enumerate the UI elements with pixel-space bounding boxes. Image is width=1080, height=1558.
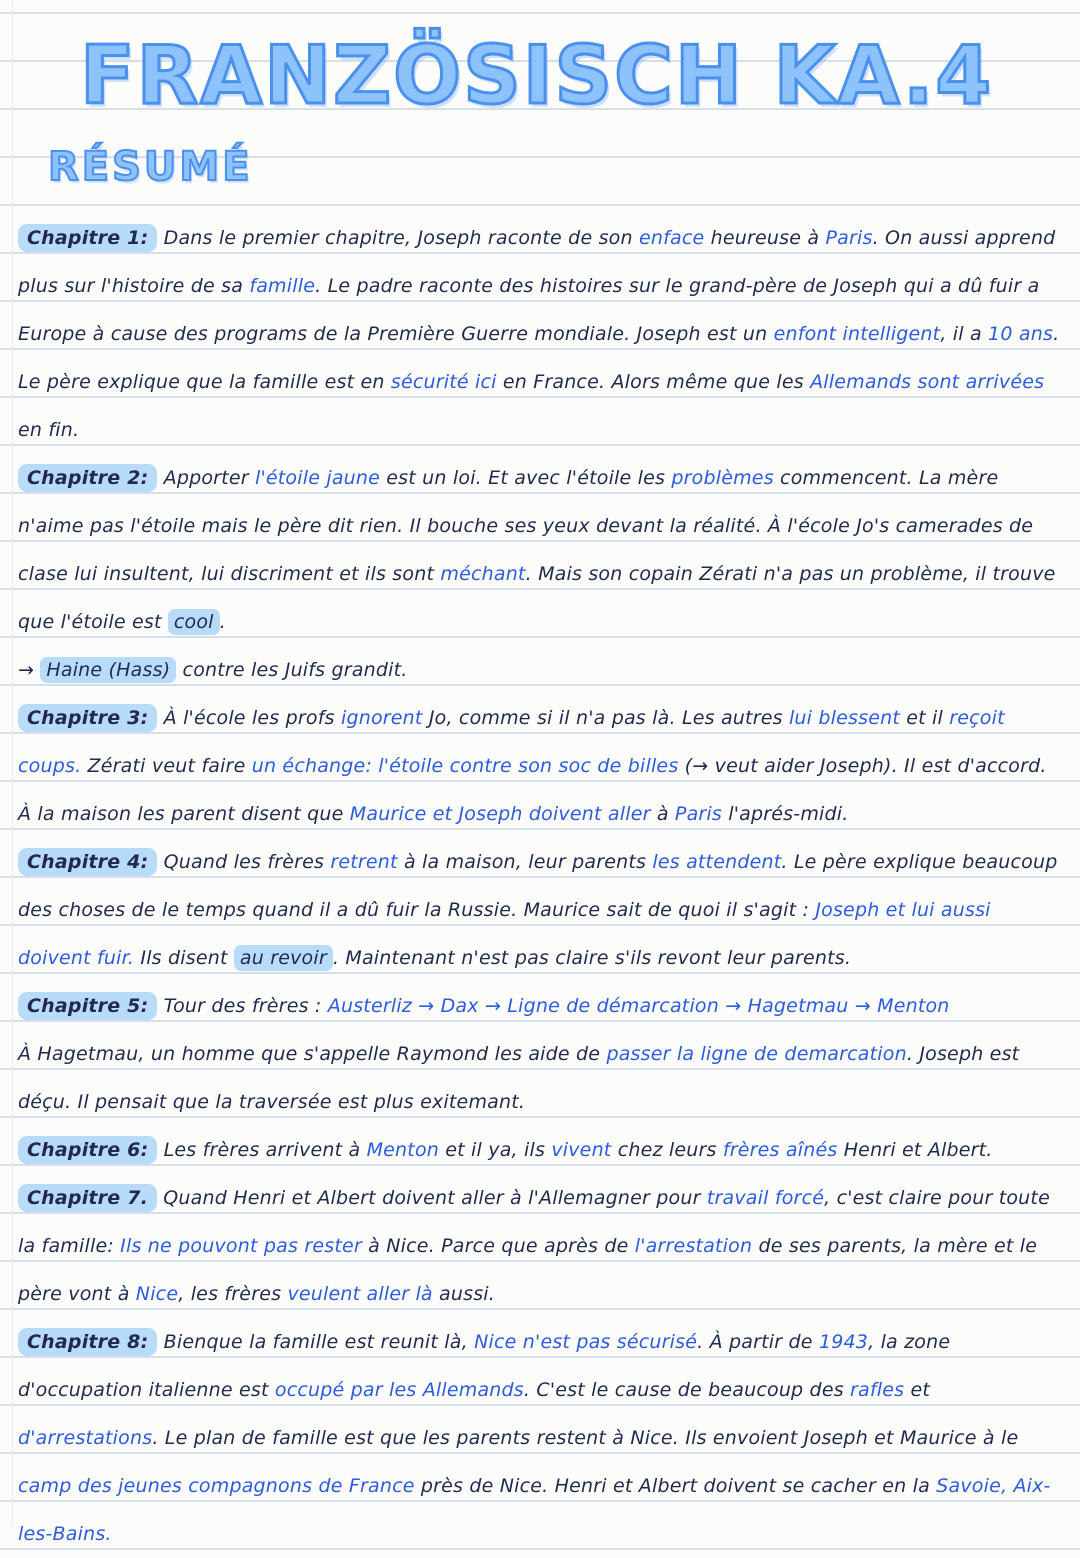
text-segment: heureuse à bbox=[704, 227, 826, 249]
text-segment: aussi. bbox=[432, 1283, 496, 1305]
text-segment: , il a bbox=[940, 323, 989, 345]
text-segment: Tour des frères : bbox=[157, 995, 328, 1017]
text-segment: . C'est le cause de beaucoup des bbox=[523, 1379, 851, 1401]
text-segment: Ils ne pouvont pas rester bbox=[120, 1235, 362, 1257]
highlighted-text: au revoir bbox=[234, 945, 333, 971]
page-subtitle: RÉSUMÉ bbox=[48, 144, 253, 190]
text-segment: d'arrestations bbox=[18, 1427, 153, 1449]
text-segment: les attendent bbox=[652, 851, 782, 873]
text-segment: Dans le premier chapitre, Joseph raconte de son bbox=[157, 227, 639, 249]
text-segment: → bbox=[18, 659, 41, 681]
text-segment: 1943 bbox=[818, 1331, 869, 1353]
text-segment: en fin. bbox=[18, 419, 80, 441]
text-segment: ignorent bbox=[340, 707, 423, 729]
text-segment: méchant bbox=[440, 563, 526, 585]
text-segment: Ils disent bbox=[134, 947, 234, 969]
text-segment: l'étoile jaune bbox=[254, 467, 381, 489]
chapter-1 bbox=[18, 214, 1060, 454]
text-segment: un échange: l'étoile contre son soc de billes bbox=[251, 755, 679, 777]
text-segment: À Hagetmau, un homme que s'appelle Raymond les aide de bbox=[18, 1043, 607, 1065]
text-segment: près de Nice. Henri et Albert doivent se cacher en la bbox=[414, 1475, 937, 1497]
chapter-label: Chapitre 4: bbox=[18, 848, 157, 876]
chapter-label: Chapitre 8: bbox=[18, 1328, 157, 1356]
text-segment: camp des jeunes compagnons de France bbox=[18, 1475, 415, 1497]
chapter-label: Chapitre 7. bbox=[18, 1184, 157, 1212]
text-segment: Paris bbox=[825, 227, 873, 249]
chapter-7 bbox=[18, 1174, 1060, 1318]
chapter-3 bbox=[18, 694, 1060, 838]
highlighted-text: Haine (Hass) bbox=[40, 657, 176, 683]
text-segment: occupé par les Allemands bbox=[274, 1379, 524, 1401]
text-segment: Nice n'est pas sécurisé bbox=[474, 1331, 698, 1353]
chapter-label: Chapitre 3: bbox=[18, 704, 157, 732]
chapter-4 bbox=[18, 838, 1060, 982]
text-segment: 10 ans bbox=[988, 323, 1054, 345]
text-segment: . On aussi apprend plus sur l'histoire de sa bbox=[18, 227, 1056, 297]
text-segment: et il ya, ils bbox=[439, 1139, 552, 1161]
text-segment: contre les Juifs grandit. bbox=[176, 659, 408, 681]
text-segment: Bienque la famille est reunit là, bbox=[157, 1331, 475, 1353]
text-segment: retrent bbox=[330, 851, 398, 873]
text-segment: à la maison, leur parents bbox=[397, 851, 653, 873]
chapter-label: Chapitre 1: bbox=[18, 224, 157, 252]
text-segment: Nice bbox=[135, 1283, 179, 1305]
chapter-label: Chapitre 2: bbox=[18, 464, 157, 492]
text-segment: . Le père explique que la famille est en bbox=[18, 323, 1060, 393]
text-segment: enface bbox=[638, 227, 705, 249]
text-segment: . bbox=[219, 611, 226, 633]
text-segment: Maurice et Joseph doivent aller bbox=[349, 803, 651, 825]
text-segment: (→ veut aider Joseph). Il est d'accord. À la maison les parent disent que bbox=[18, 755, 1047, 825]
text-segment: l'arrestation bbox=[634, 1235, 753, 1257]
text-segment: est un loi. Et avec l'étoile les bbox=[380, 467, 672, 489]
text-segment: commencent. La mère n'aime pas l'étoile mais le père dit rien. Il bouche ses yeux devant la réalité. À l'école Jo's camerades de clase lui insultent, lui discriment et ils sont bbox=[18, 467, 1034, 585]
text-segment: sécurité ici bbox=[390, 371, 497, 393]
text-segment: À l'école les profs bbox=[157, 707, 341, 729]
chapter-6 bbox=[18, 1126, 1060, 1174]
text-segment: l'aprés-midi. bbox=[722, 803, 849, 825]
text-segment: . À partir de bbox=[697, 1331, 819, 1353]
text-segment: . Le padre raconte des histoires sur le grand-père de Joseph qui a dû fuir a Europe à cause des programs de la Première Guerre mondiale. Joseph est un bbox=[18, 275, 1040, 345]
text-segment: Paris bbox=[674, 803, 723, 825]
chapter-label: Chapitre 5: bbox=[18, 992, 157, 1020]
text-segment: . Le plan de famille est que les parents restent à Nice. Ils envoient Joseph et Maurice à le bbox=[152, 1427, 1019, 1449]
chapter-label: Chapitre 6: bbox=[18, 1136, 157, 1164]
chapter-8 bbox=[18, 1318, 1060, 1558]
text-segment: Jo, comme si il n'a pas là. Les autres bbox=[422, 707, 789, 729]
text-segment: Quand Henri et Albert doivent aller à l'Allemagner pour bbox=[157, 1187, 707, 1209]
text-segment: Quand les frères bbox=[157, 851, 331, 873]
text-segment: . Maintenant n'est pas claire s'ils revont leur parents. bbox=[332, 947, 852, 969]
text-segment: vivent bbox=[551, 1139, 612, 1161]
text-segment: . Mais son copain Zérati n'a pas un problème, il trouve que l'étoile est bbox=[18, 563, 1056, 633]
text-segment: passer la ligne de demarcation bbox=[606, 1043, 907, 1065]
text-segment: , la zone d'occupation italienne est bbox=[18, 1331, 951, 1401]
text-segment: Menton bbox=[366, 1139, 440, 1161]
text-segment: et bbox=[904, 1379, 931, 1401]
chapter-5 bbox=[18, 982, 1060, 1126]
text-segment: rafles bbox=[850, 1379, 905, 1401]
text-segment: veulent aller là bbox=[287, 1283, 433, 1305]
text-segment: . Joseph est déçu. Il pensait que la traversée est plus exitemant. bbox=[18, 1043, 1020, 1113]
text-segment: Zérati veut faire bbox=[81, 755, 252, 777]
text-segment: problèmes bbox=[671, 467, 774, 489]
text-segment: frères aînés bbox=[722, 1139, 838, 1161]
text-segment: lui blessent bbox=[788, 707, 900, 729]
text-segment: Henri et Albert. bbox=[837, 1139, 993, 1161]
chapters bbox=[0, 214, 1080, 1558]
text-segment: à bbox=[650, 803, 675, 825]
text-segment: Joseph et lui aussi doivent fuir. bbox=[18, 899, 991, 969]
text-segment: à Nice. Parce que après de bbox=[361, 1235, 635, 1257]
text-segment: enfont intelligent bbox=[773, 323, 941, 345]
chapter-2 bbox=[18, 454, 1060, 694]
text-segment: Les frères arrivent à bbox=[157, 1139, 367, 1161]
text-segment: Allemands sont arrivées bbox=[810, 371, 1045, 393]
page-title: FRANZÖSISCH KA.4 bbox=[80, 29, 994, 122]
text-segment: Savoie, Aix-les-Bains. bbox=[18, 1475, 1051, 1545]
text-segment: Apporter bbox=[157, 467, 255, 489]
text-segment: en France. Alors même que les bbox=[496, 371, 811, 393]
text-segment: travail forcé bbox=[706, 1187, 825, 1209]
text-segment: et il bbox=[900, 707, 950, 729]
text-segment: , c'est claire pour toute la famille: bbox=[18, 1187, 1050, 1257]
text-segment: chez leurs bbox=[611, 1139, 723, 1161]
text-segment: , les frères bbox=[178, 1283, 288, 1305]
text-segment: . Le père explique beaucoup des choses de le temps quand il a dû fuir la Russie. Maurice sait de quoi il s'agit : bbox=[18, 851, 1058, 921]
text-segment: reçoit coups. bbox=[18, 707, 1005, 777]
text-segment: Austerliz → Dax → Ligne de démarcation → Hagetmau → Menton bbox=[327, 995, 950, 1017]
text-segment: famille bbox=[249, 275, 316, 297]
text-segment: de ses parents, la mère et le père vont à bbox=[18, 1235, 1038, 1305]
highlighted-text: cool bbox=[168, 609, 220, 635]
